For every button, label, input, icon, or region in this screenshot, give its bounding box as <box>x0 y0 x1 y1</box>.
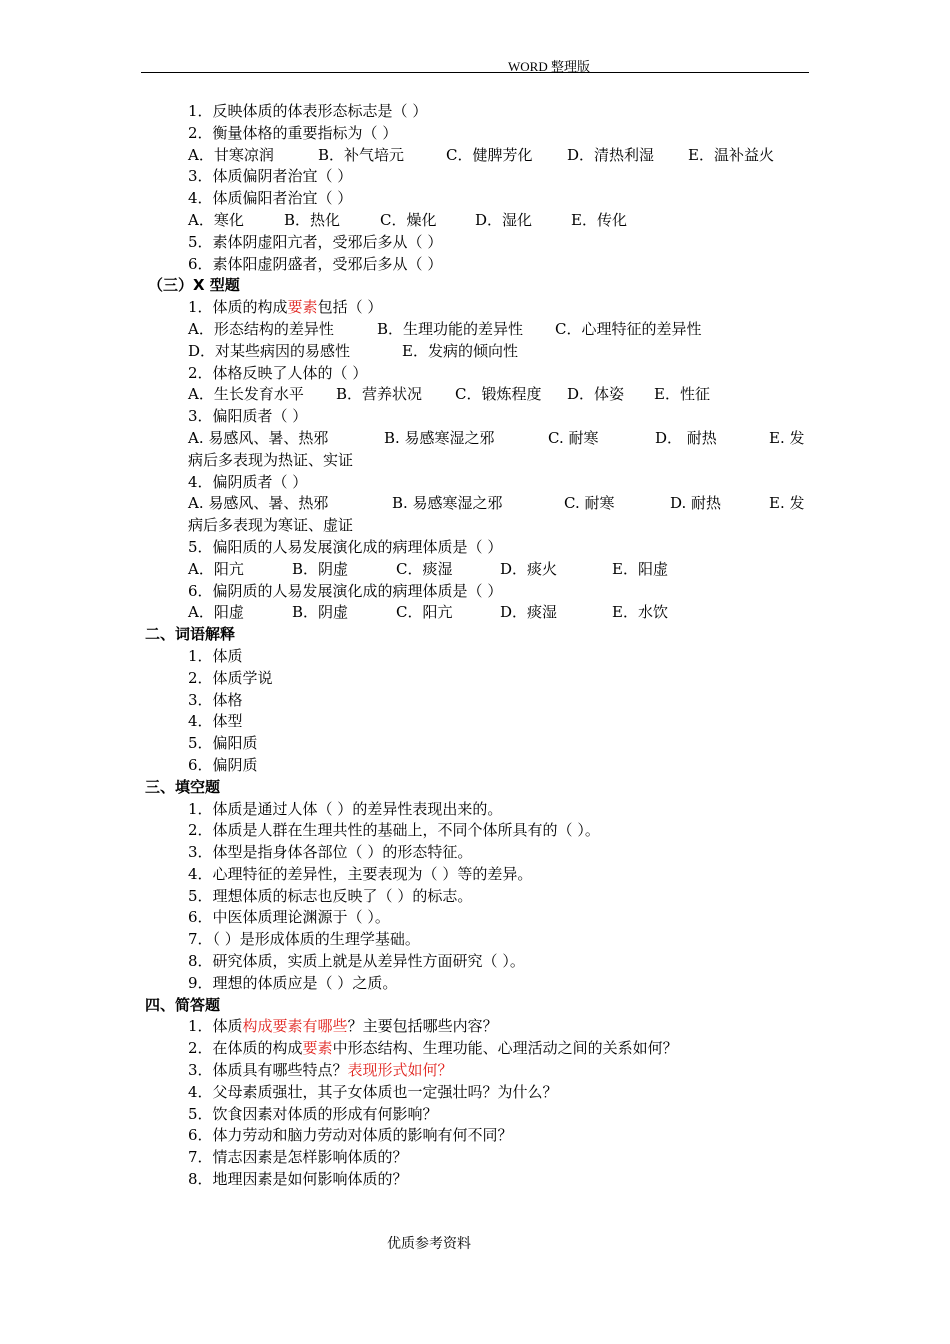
short-item: 5．饮食因素对体质的形成有何影响？ <box>188 1104 438 1123</box>
option-a: A．生长发育水平 <box>188 385 304 404</box>
option-d: D．对某些病因的易感性 <box>188 341 351 360</box>
option-e: E．传化 <box>571 210 627 229</box>
question-text: 2．在体质的构成 <box>188 1039 303 1058</box>
question-a6: 6．素体阳虚阴盛者，受邪后多从（ ） <box>188 254 443 273</box>
question-x5: 5．偏阳质的人易发展演化成的病理体质是（ ） <box>188 537 503 556</box>
option-c: C．痰湿 <box>396 559 453 578</box>
fill-item: 3．体型是指身体各部位（ ）的形态特征。 <box>188 843 473 862</box>
section-title-text: 四、简答题 <box>145 995 221 1014</box>
question-text: 包括（ ） <box>317 298 383 317</box>
term-item: 6．偏阴质 <box>188 755 258 774</box>
option-c: C．心理特征的差异性 <box>555 319 702 338</box>
option-b: B．生理功能的差异性 <box>377 319 524 338</box>
option-d: D． 耐热 <box>655 428 717 447</box>
section-title-text: 二、词语解释 <box>145 625 236 644</box>
header-label: WORD 整理版 <box>508 59 590 74</box>
option-b: B．阴虚 <box>292 603 349 622</box>
short-item: 7．情志因素是怎样影响体质的？ <box>188 1148 408 1167</box>
short-item <box>0 1016 950 1038</box>
fill-item: 9．理想的体质应是（ ）之质。 <box>188 973 398 992</box>
options-row <box>0 428 950 450</box>
option-d: D．痰湿 <box>500 603 558 622</box>
fill-item: 4．心理特征的差异性，主要表现为（ ）等的差异。 <box>188 864 533 883</box>
fill-item: 2．体质是人群在生理共性的基础上，不同个体所具有的（ ）。 <box>188 821 600 840</box>
header-divider <box>141 72 809 73</box>
highlighted-text: 要素 <box>302 1039 333 1058</box>
question-x2: 2．体格反映了人体的（ ） <box>188 363 368 382</box>
section-title-text: 三、填空题 <box>145 777 221 796</box>
option-e: E．阳虚 <box>612 559 668 578</box>
fill-item: 5．理想体质的标志也反映了（ ）的标志。 <box>188 886 473 905</box>
page-footer: 优质参考资料 <box>387 1236 471 1252</box>
question-text: 1．体质 <box>188 1017 243 1036</box>
options-row <box>0 559 950 581</box>
options-row <box>0 341 950 363</box>
highlighted-text: 构成要素有哪些 <box>242 1017 348 1036</box>
option-b: B. 易感寒湿之邪 <box>384 428 495 447</box>
options-row <box>0 210 950 232</box>
question-a2: 2．衡量体格的重要指标为（ ） <box>188 123 398 142</box>
question-a3: 3．体质偏阴者治宜（ ） <box>188 167 353 186</box>
question-x4: 4．偏阴质者（ ） <box>188 472 308 491</box>
term-item: 3．体格 <box>188 690 243 709</box>
option-d: D．湿化 <box>475 210 533 229</box>
options-row <box>0 493 950 515</box>
section-title-x <box>0 275 950 297</box>
option-c: C. 耐寒 <box>564 494 615 513</box>
question-text: ？主要包括哪些内容？ <box>347 1017 498 1036</box>
option-d: D．痰火 <box>500 559 558 578</box>
option-a: A．形态结构的差异性 <box>188 319 334 338</box>
option-c: C．锻炼程度 <box>455 385 542 404</box>
options-row <box>0 384 950 406</box>
short-item <box>0 1038 950 1060</box>
option-b: B．热化 <box>284 210 341 229</box>
question-x1 <box>0 297 950 319</box>
question-a1: 1．反映体质的体表形态标志是（ ） <box>188 102 428 120</box>
section-title-short <box>0 995 950 1017</box>
question-x3: 3．偏阳质者（ ） <box>188 407 308 426</box>
option-e: E．温补益火 <box>688 145 774 164</box>
section-title-fill <box>0 777 950 799</box>
option-a: A．甘寒凉润 <box>188 145 274 164</box>
fill-item: 6．中医体质理论渊源于（ ）。 <box>188 908 390 927</box>
option-d: D．体姿 <box>567 385 625 404</box>
question-text: 1．体质的构成 <box>188 298 288 317</box>
highlighted-text: 要素 <box>287 298 318 317</box>
option-a: A. 易感风、暑、热邪 <box>188 428 329 447</box>
question-a5: 5．素体阴虚阳亢者，受邪后多从（ ） <box>188 232 443 251</box>
option-b: B．阴虚 <box>292 559 349 578</box>
section-title-text: （三）X 型题 <box>148 276 240 295</box>
option-e: E．发病的倾向性 <box>402 341 518 360</box>
term-item: 1．体质 <box>188 646 243 665</box>
option-c: C．阳亢 <box>396 603 453 622</box>
option-b: B．营养状况 <box>336 385 423 404</box>
term-item: 5．偏阳质 <box>188 734 258 753</box>
fill-item: 8．研究体质，实质上就是从差异性方面研究（ ）。 <box>188 952 525 971</box>
option-c: C．健脾芳化 <box>446 145 533 164</box>
document-body <box>0 101 950 1191</box>
option-b: B．补气培元 <box>318 145 405 164</box>
fill-item: 1．体质是通过人体（ ）的差异性表现出来的。 <box>188 799 503 818</box>
options-row <box>0 602 950 624</box>
option-c: C．燥化 <box>380 210 437 229</box>
section-title-terms <box>0 624 950 646</box>
option-e: E. 发 <box>769 494 805 513</box>
option-e: E．性征 <box>654 385 710 404</box>
option-a: A. 易感风、暑、热邪 <box>188 494 329 513</box>
option-d: D. 耐热 <box>670 494 722 513</box>
option-a: A．阳虚 <box>188 603 244 622</box>
option-a: A．寒化 <box>188 210 244 229</box>
short-item <box>0 1060 950 1082</box>
option-d: D．清热利湿 <box>567 145 655 164</box>
question-x3-continued: 病后多表现为热证、实证 <box>188 450 354 469</box>
option-c: C. 耐寒 <box>548 428 599 447</box>
option-e: E．水饮 <box>612 603 668 622</box>
short-item: 8．地理因素是如何影响体质的？ <box>188 1170 408 1189</box>
short-item: 6．体力劳动和脑力劳动对体质的影响有何不同？ <box>188 1126 513 1145</box>
options-row <box>0 145 950 167</box>
question-x6: 6．偏阴质的人易发展演化成的病理体质是（ ） <box>188 581 503 600</box>
highlighted-text: 表现形式如何？ <box>347 1061 453 1080</box>
option-e: E. 发 <box>769 428 805 447</box>
question-text: 3．体质具有哪些特点？ <box>188 1061 348 1080</box>
term-item: 2．体质学说 <box>188 668 273 687</box>
term-item: 4．体型 <box>188 712 243 731</box>
option-a: A．阳亢 <box>188 559 244 578</box>
option-b: B. 易感寒湿之邪 <box>392 494 503 513</box>
fill-item: 7．（ ）是形成体质的生理学基础。 <box>188 930 420 949</box>
question-text: 中形态结构、生理功能、心理活动之间的关系如何？ <box>332 1039 678 1058</box>
question-a4: 4．体质偏阳者治宜（ ） <box>188 189 353 208</box>
short-item: 4．父母素质强壮，其子女体质也一定强壮吗？为什么？ <box>188 1082 558 1101</box>
options-row <box>0 319 950 341</box>
question-x4-continued: 病后多表现为寒证、虚证 <box>188 516 354 535</box>
